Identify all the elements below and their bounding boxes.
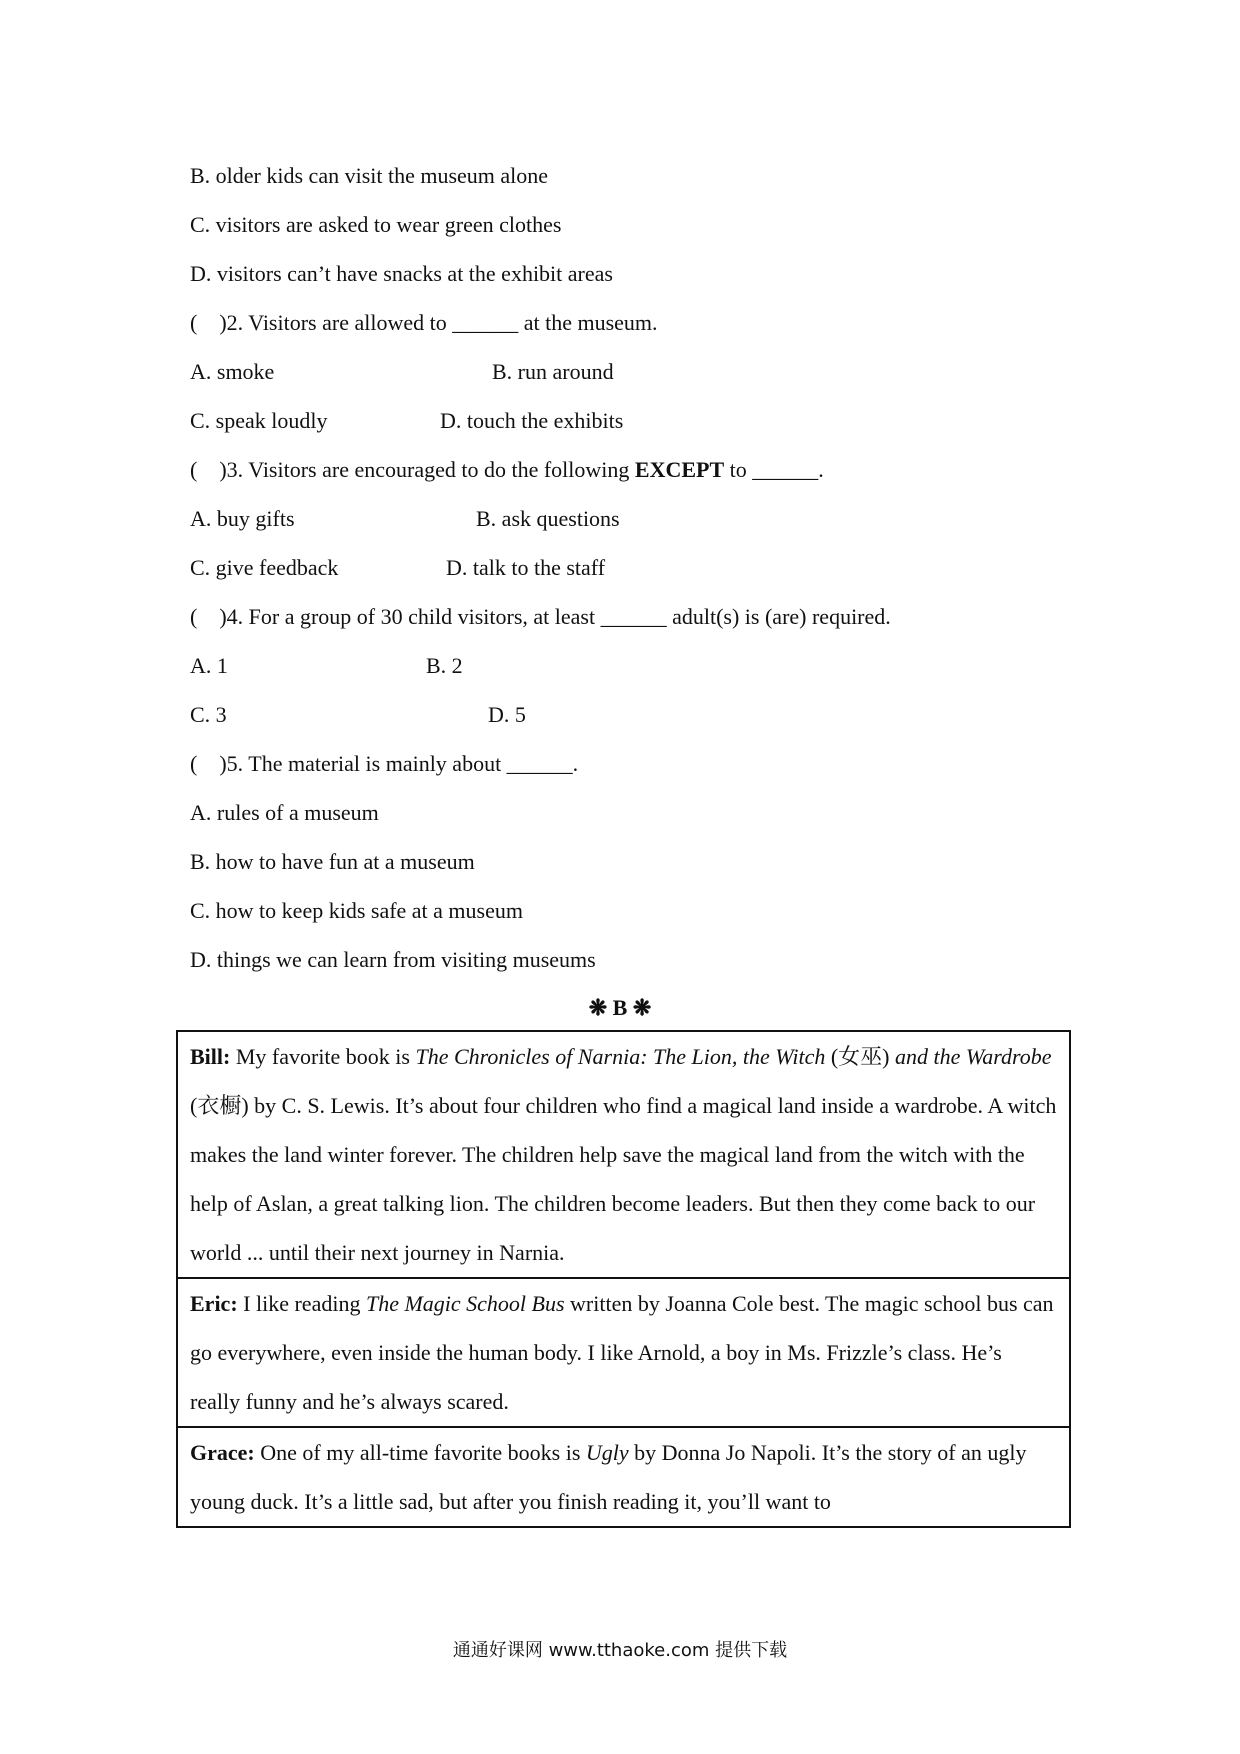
q4-stem: ( )4. For a group of 30 child visitors, at least ______ adult(s) is (are) required. (190, 604, 891, 629)
book-title: The Chronicles of Narnia: The Lion, the Witch (415, 1044, 826, 1069)
entry-eric (178, 1279, 1069, 1428)
q3-option-a: A. buy gifts (190, 506, 295, 531)
entry-name: Bill: (190, 1044, 231, 1069)
entry-text: (女巫) (825, 1044, 896, 1069)
q4-option-c: C. 3 (190, 702, 227, 727)
entry-bill (178, 1032, 1069, 1279)
q3-stem-blank: to ______. (724, 457, 824, 482)
q2-option-a: A. smoke (190, 359, 275, 384)
q3-stem (190, 456, 824, 484)
q2-option-b: B. run around (492, 359, 614, 384)
entry-text: My favorite book is (230, 1044, 416, 1069)
entry-name: Eric: (190, 1291, 238, 1316)
q1-option-d: D. visitors can’t have snacks at the exhibit areas (190, 261, 613, 286)
entry-text: by Donna Jo Napoli. It’s the story of an ugly young duck. It’s a little sad, but after you finish reading it, you’ll want to (190, 1440, 1027, 1514)
q4-option-b: B. 2 (426, 653, 463, 678)
q4-option-a: A. 1 (190, 653, 228, 678)
footer-source: 通通好课网 www.tthaoke.com 提供下载 (452, 1640, 788, 1661)
q5-option-c: C. how to keep kids safe at a museum (190, 898, 523, 923)
q3-option-d: D. talk to the staff (446, 555, 606, 580)
reading-table (176, 1030, 1071, 1528)
q3-stem-emphasis: EXCEPT (634, 457, 725, 482)
q1-option-c: C. visitors are asked to wear green clothes (190, 212, 562, 237)
entry-grace (178, 1428, 1069, 1526)
q2-option-c: C. speak loudly (190, 408, 328, 433)
q5-stem: ( )5. The material is mainly about ______. (190, 751, 579, 776)
entry-text: (衣橱) by C. S. Lewis. It’s about four children who find a magical land inside a wardrobe. A witch makes the land winter forever. The children help save the magical land from the witch with the help of Aslan, a great talking lion. The children become leaders. But then they come back to our world ... until their next journey in Narnia. (190, 1093, 1057, 1265)
q2-option-d: D. touch the exhibits (440, 408, 624, 433)
q4-option-d: D. 5 (488, 702, 526, 727)
q2-stem: ( )2. Visitors are allowed to ______ at the museum. (190, 310, 658, 335)
book-title: Ugly (585, 1440, 629, 1465)
entry-text: I like reading (237, 1291, 366, 1316)
q3-stem-text: ( )3. Visitors are encouraged to do the following (190, 457, 635, 482)
q3-option-b: B. ask questions (476, 506, 620, 531)
q5-option-a: A. rules of a museum (190, 800, 379, 825)
q5-option-d: D. things we can learn from visiting museums (190, 947, 596, 972)
entry-name: Grace: (190, 1440, 255, 1465)
book-title: The Magic School Bus (365, 1291, 565, 1316)
entry-text: One of my all-time favorite books is (254, 1440, 586, 1465)
q5-option-b: B. how to have fun at a museum (190, 849, 475, 874)
entry-text: written by Joanna Cole best. The magic school bus can go everywhere, even inside the human body. I like Arnold, a boy in Ms. Frizzle’s class. He’s really funny and he’s always scared. (190, 1291, 1054, 1414)
section-b-title: ❋ B ❋ (588, 995, 652, 1020)
q3-option-c: C. give feedback (190, 555, 339, 580)
q1-option-b: B. older kids can visit the museum alone (190, 163, 549, 188)
book-title: and the Wardrobe (895, 1044, 1052, 1069)
